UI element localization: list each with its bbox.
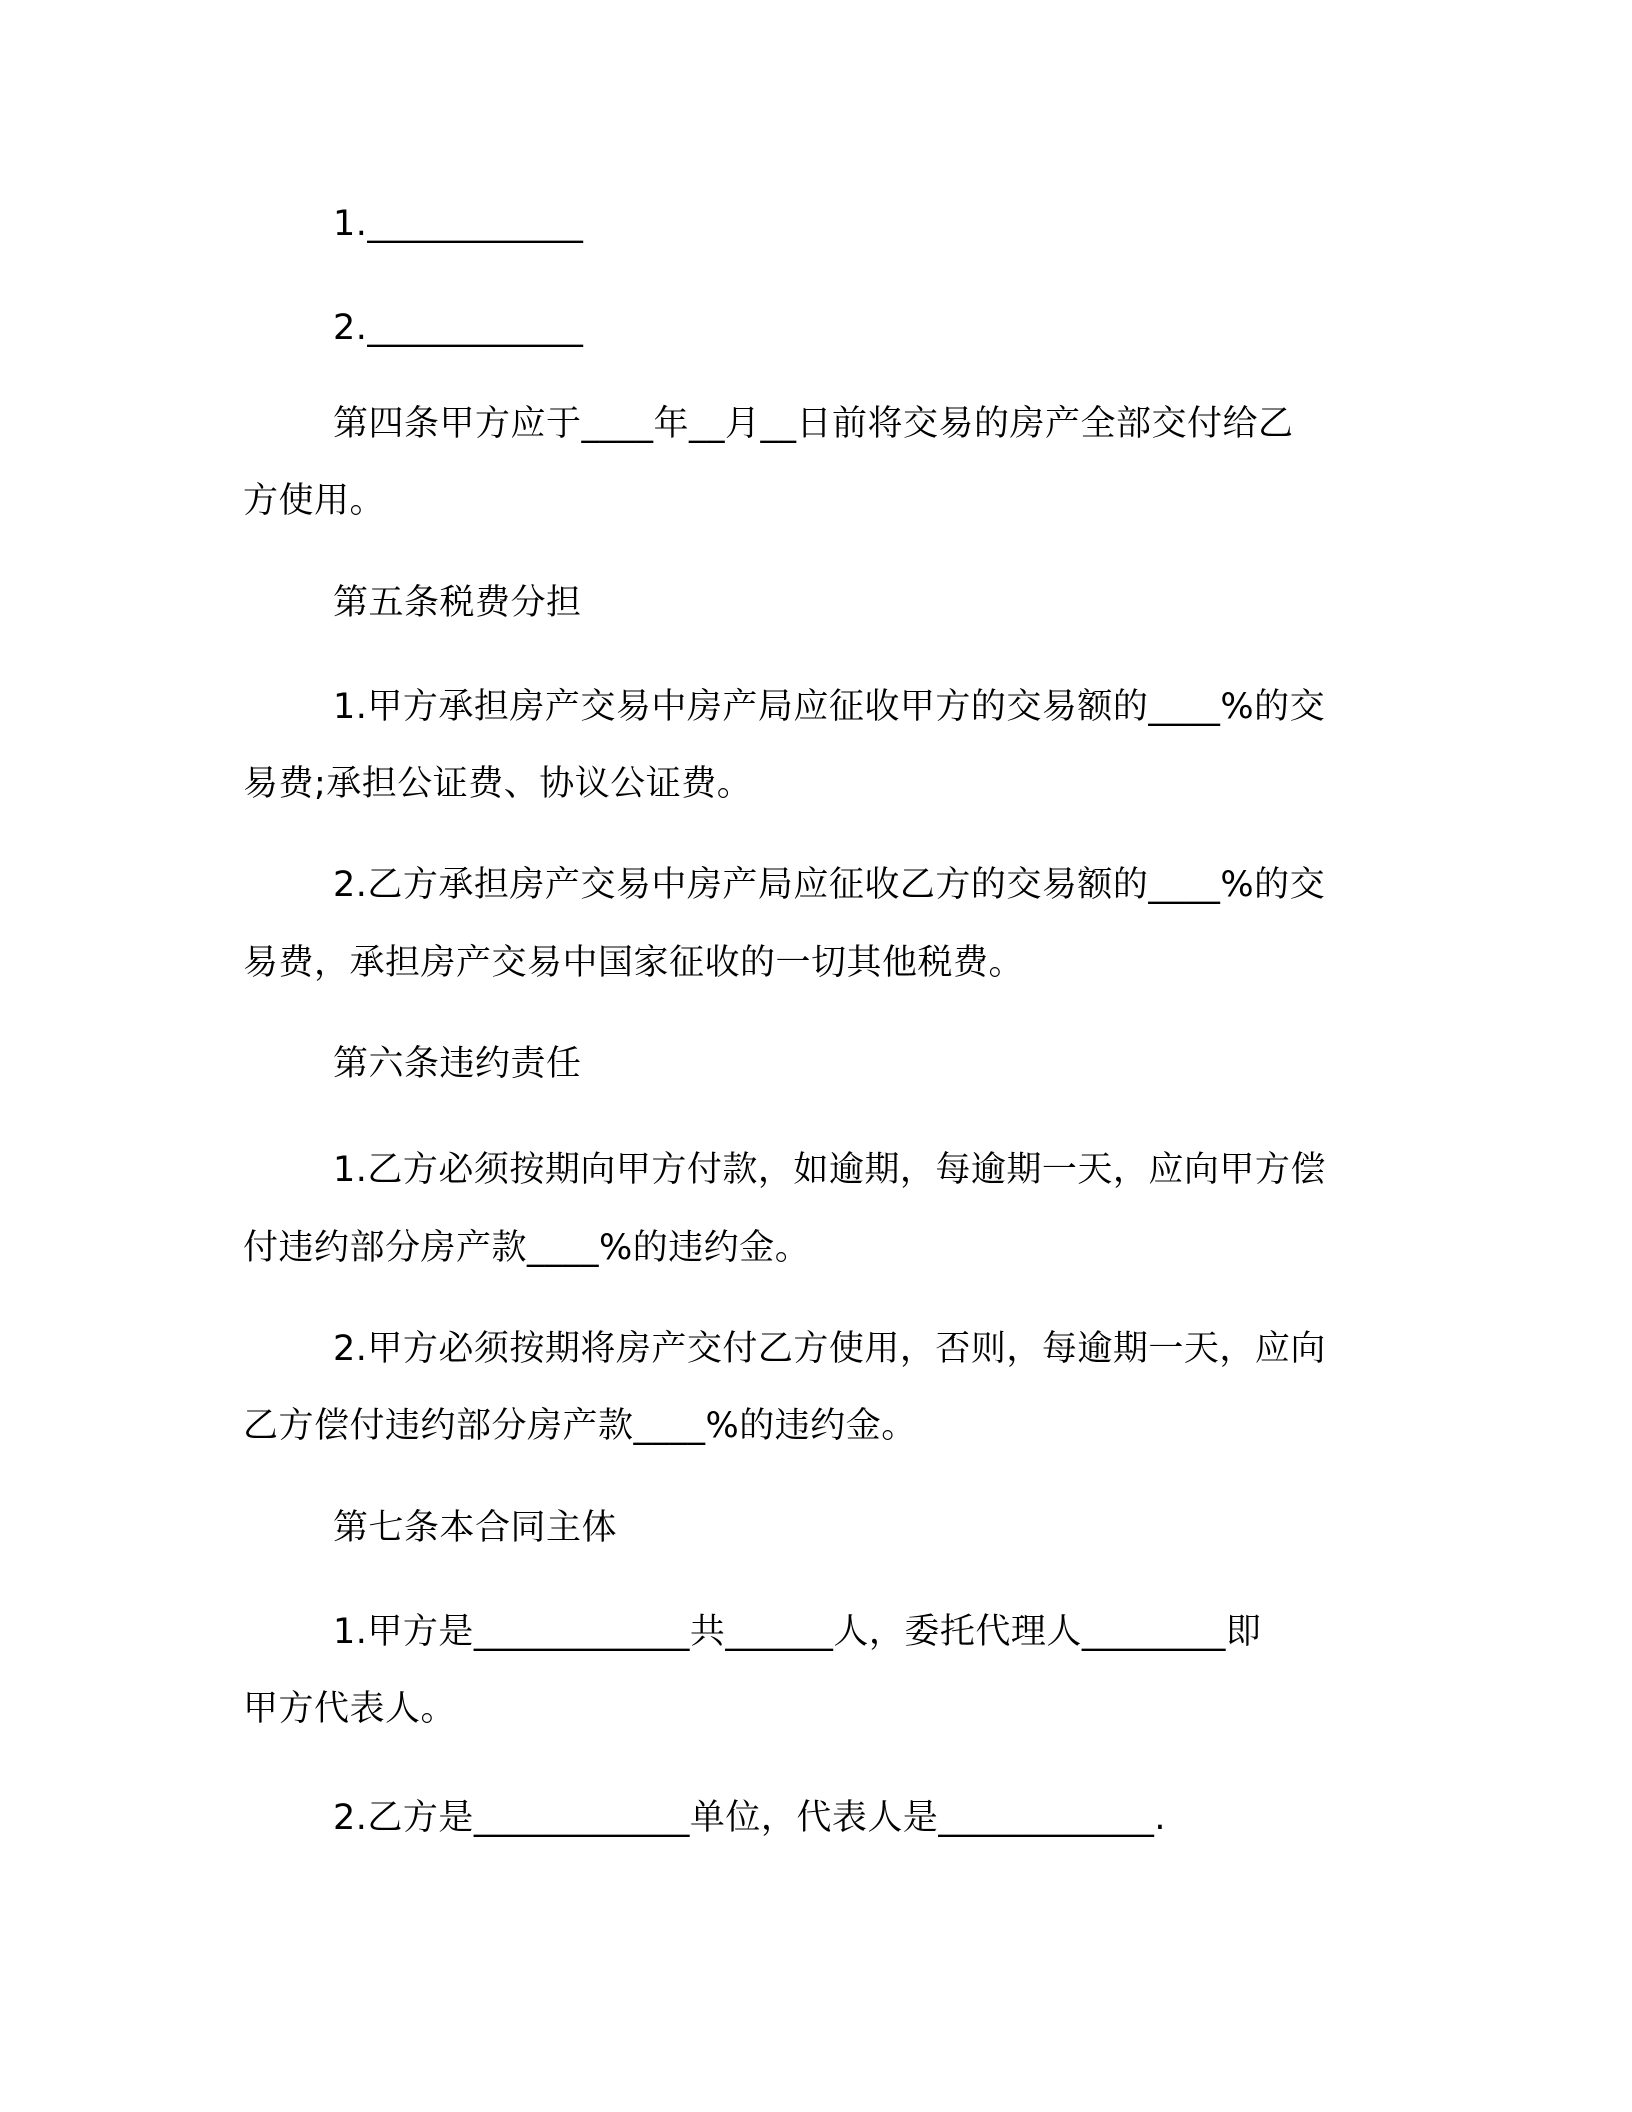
article-5-item-2-line-2: 易费，承担房产交易中国家征收的一切其他税费。	[243, 943, 1025, 983]
article-4-line-2: 方使用。	[243, 481, 386, 521]
article-6-item-2-line-1: 2.甲方必须按期将房产交付乙方使用，否则，每逾期一天，应向	[333, 1329, 1326, 1369]
article-4-line-1: 第四条甲方应于____年__月__日前将交易的房产全部交付给乙	[333, 404, 1294, 444]
article-6-item-1-line-2: 付违约部分房产款____%的违约金。	[243, 1228, 811, 1268]
article-6-heading: 第六条违约责任	[333, 1044, 582, 1084]
article-7-item-1-line-2: 甲方代表人。	[243, 1689, 457, 1729]
article-5-item-1-line-1: 1.甲方承担房产交易中房产局应征收甲方的交易额的____%的交	[333, 687, 1326, 727]
item-1-blank: 1.____________	[333, 204, 584, 244]
article-5-heading: 第五条税费分担	[333, 583, 582, 623]
article-7-item-2-line-1: 2.乙方是____________单位，代表人是____________.	[333, 1798, 1167, 1838]
article-7-heading: 第七条本合同主体	[333, 1508, 618, 1548]
article-6-item-1-line-1: 1.乙方必须按期向甲方付款，如逾期，每逾期一天，应向甲方偿	[333, 1150, 1326, 1190]
article-7-item-1-line-1: 1.甲方是____________共______人，委托代理人________即	[333, 1612, 1262, 1652]
item-2-blank: 2.____________	[333, 308, 584, 348]
article-5-item-2-line-1: 2.乙方承担房产交易中房产局应征收乙方的交易额的____%的交	[333, 865, 1326, 905]
article-6-item-2-line-2: 乙方偿付违约部分房产款____%的违约金。	[243, 1406, 917, 1446]
article-5-item-1-line-2: 易费;承担公证费、协议公证费。	[243, 764, 753, 804]
